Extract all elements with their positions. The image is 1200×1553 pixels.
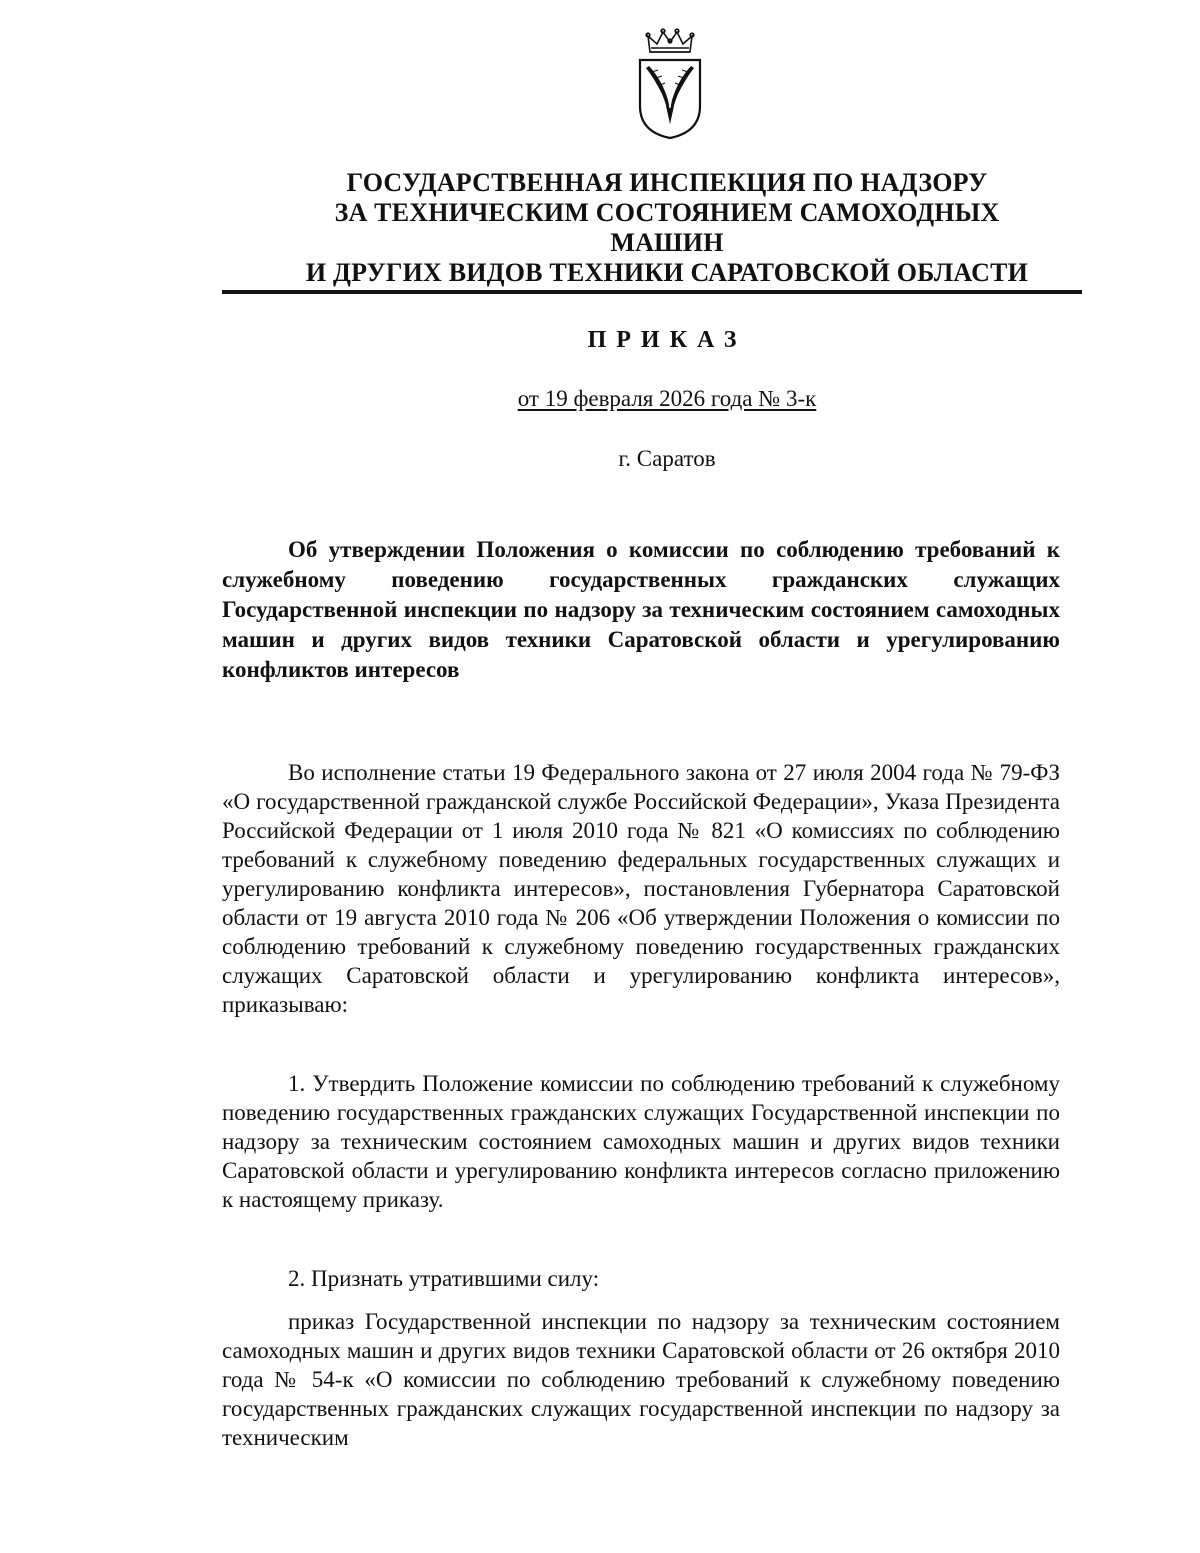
header-divider [222, 290, 1082, 294]
preamble-paragraph: Во исполнение статьи 19 Федерального закона от 27 июля 2004 года № 79-ФЗ «О государственной гражданской службе Российской Федерации», Указа Президента Российской Федерации от 1 июля 2010 года № 821 «О комиссиях по соблюдению требований к служебному поведению федеральных государственных служащих и урегулированию конфликта интересов», постановления Губернатора Саратовской области от 19 августа 2010 года № 206 «Об утверждении Положения о комиссии по соблюдению требований к служебному поведению государственных гражданских служащих Саратовской области и урегулированию конфликта интересов», приказываю: [222, 760, 1060, 1017]
order-heading: ПРИКАЗ [587, 327, 747, 353]
organization-title-line: МАШИН [610, 228, 724, 257]
organization-title-line: И ДРУГИХ ВИДОВ ТЕХНИКИ САРАТОВСКОЙ ОБЛАСТИ [305, 258, 1029, 287]
organization-title [222, 168, 1112, 288]
item-2-text-paragraph: приказ Государственной инспекции по надзору за техническим состоянием самоходных машин и других видов техники Саратовской области от 26 октября 2010 года № 54-к «О комиссии по соблюдению требований к служебному поведению государственных гражданских служащих государственной инспекции по надзору за техническим [222, 1309, 1060, 1450]
order-city: г. Саратов [618, 446, 716, 471]
organization-title-line: ЗА ТЕХНИЧЕСКИМ СОСТОЯНИЕМ САМОХОДНЫХ [334, 198, 1000, 227]
item-1-paragraph: 1. Утвердить Положение комиссии по соблюдению требований к служебному поведению государственных гражданских служащих Государственной инспекции по надзору за техническим состоянием самоходных машин и других видов техники Саратовской области и урегулированию конфликта интересов согласно приложению к настоящему приказу. [222, 1071, 1060, 1212]
order-date-text: от 19 февраля 2026 года № 3-к [517, 386, 817, 411]
order-date-number [222, 386, 1112, 412]
saratov-coat-of-arms-icon [632, 28, 708, 140]
item-2-paragraph: 2. Признать утратившими силу: [288, 1266, 600, 1291]
organization-title-line: ГОСУДАРСТВЕННАЯ ИНСПЕКЦИЯ ПО НАДЗОРУ [346, 168, 988, 197]
order-subject: Об утверждении Положения о комиссии по соблюдению требований к служебному поведению государственных гражданских служащих Государственной инспекции по надзору за техническим состоянием самоходных машин и других видов техники Саратовской области и урегулированию конфликтов интересов [222, 537, 1060, 682]
